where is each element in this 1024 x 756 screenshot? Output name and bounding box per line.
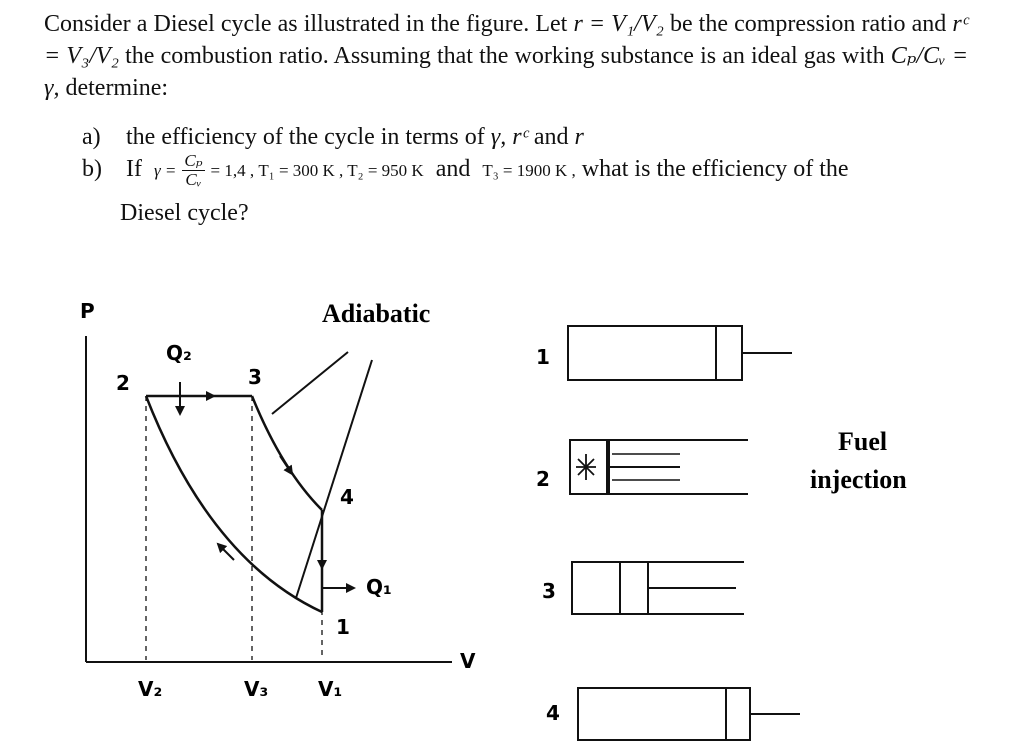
adiabatic-label: Adiabatic	[322, 299, 431, 328]
question-b-t3: T₃ = 1900 K ,	[482, 161, 576, 181]
arrow-1-to-2	[218, 544, 234, 560]
fraction-denominator: Cᵥ	[185, 170, 202, 189]
v1-label: V₁	[318, 677, 343, 701]
question-a-and: and	[533, 124, 569, 150]
point-3-label: 3	[248, 365, 262, 389]
question-b-label: b)	[82, 156, 102, 183]
piston-stage-4	[546, 688, 800, 740]
compression-adiabat	[146, 396, 322, 612]
fuel-injector-icon	[576, 454, 596, 480]
question-b-tail: what is the efficiency of the	[581, 156, 849, 183]
question-b-values: = 1,4 , T₁ = 300 K , T₂ = 950 K	[210, 161, 424, 181]
problem-text-1: Consider a Diesel cycle as illustrated in the figure. Let	[44, 11, 568, 37]
piston-stage-1	[536, 326, 792, 380]
expansion-adiabat	[252, 396, 322, 510]
v3-label: V₃	[244, 677, 269, 701]
problem-text-1b: be the compression	[669, 11, 856, 37]
q2-label: Q₂	[166, 341, 192, 365]
injection-label: injection	[810, 465, 907, 494]
stage-2-label: 2	[536, 467, 550, 491]
question-b-if: If	[126, 156, 142, 183]
question-a-text: the efficiency of the cycle in terms of	[126, 124, 485, 150]
axis-v-label: V	[460, 649, 476, 673]
problem-text-3b: determine:	[65, 75, 169, 101]
q1-label: Q₁	[366, 575, 392, 599]
question-a-label: a)	[82, 124, 101, 150]
combustion-ratio-formula: rᶜ = V₃/V₂	[44, 11, 968, 69]
point-2-label: 2	[116, 371, 130, 395]
stage-4-label: 4	[546, 701, 560, 725]
question-b-line2: Diesel cycle?	[120, 200, 249, 226]
stage-1-label: 1	[536, 345, 550, 369]
fraction-numerator: Cₚ	[184, 151, 203, 170]
question-a-math: γ, rᶜ	[490, 124, 528, 150]
stage-3-label: 3	[542, 579, 556, 603]
question-b-gamma: γ =	[153, 161, 177, 181]
fuel-label: Fuel	[838, 427, 888, 456]
volume-guides	[146, 396, 322, 660]
arrow-3-to-4	[280, 456, 292, 474]
v2-label: V₂	[138, 677, 163, 701]
piston-stage-3	[542, 562, 744, 614]
point-4-label: 4	[340, 485, 354, 509]
gamma-formula: Cₚ/Cᵥ = γ,	[44, 43, 969, 101]
problem-text-3: ideal gas with	[751, 43, 885, 69]
adiabat-guide-2	[296, 360, 372, 598]
question-b-and: and	[435, 156, 471, 183]
problem-text-2b: the combustion ratio. Assuming that the working substance is an	[125, 43, 745, 69]
compression-ratio-formula: r = V₁/V₂	[573, 11, 664, 37]
question-a-r: r	[574, 124, 584, 150]
point-1-label: 1	[336, 615, 350, 639]
piston-stage-2	[536, 440, 748, 494]
adiabat-guide-1	[272, 352, 348, 414]
problem-text-2: ratio and	[861, 11, 947, 37]
axis-p-label: P	[80, 299, 95, 323]
pv-axes	[86, 336, 452, 662]
